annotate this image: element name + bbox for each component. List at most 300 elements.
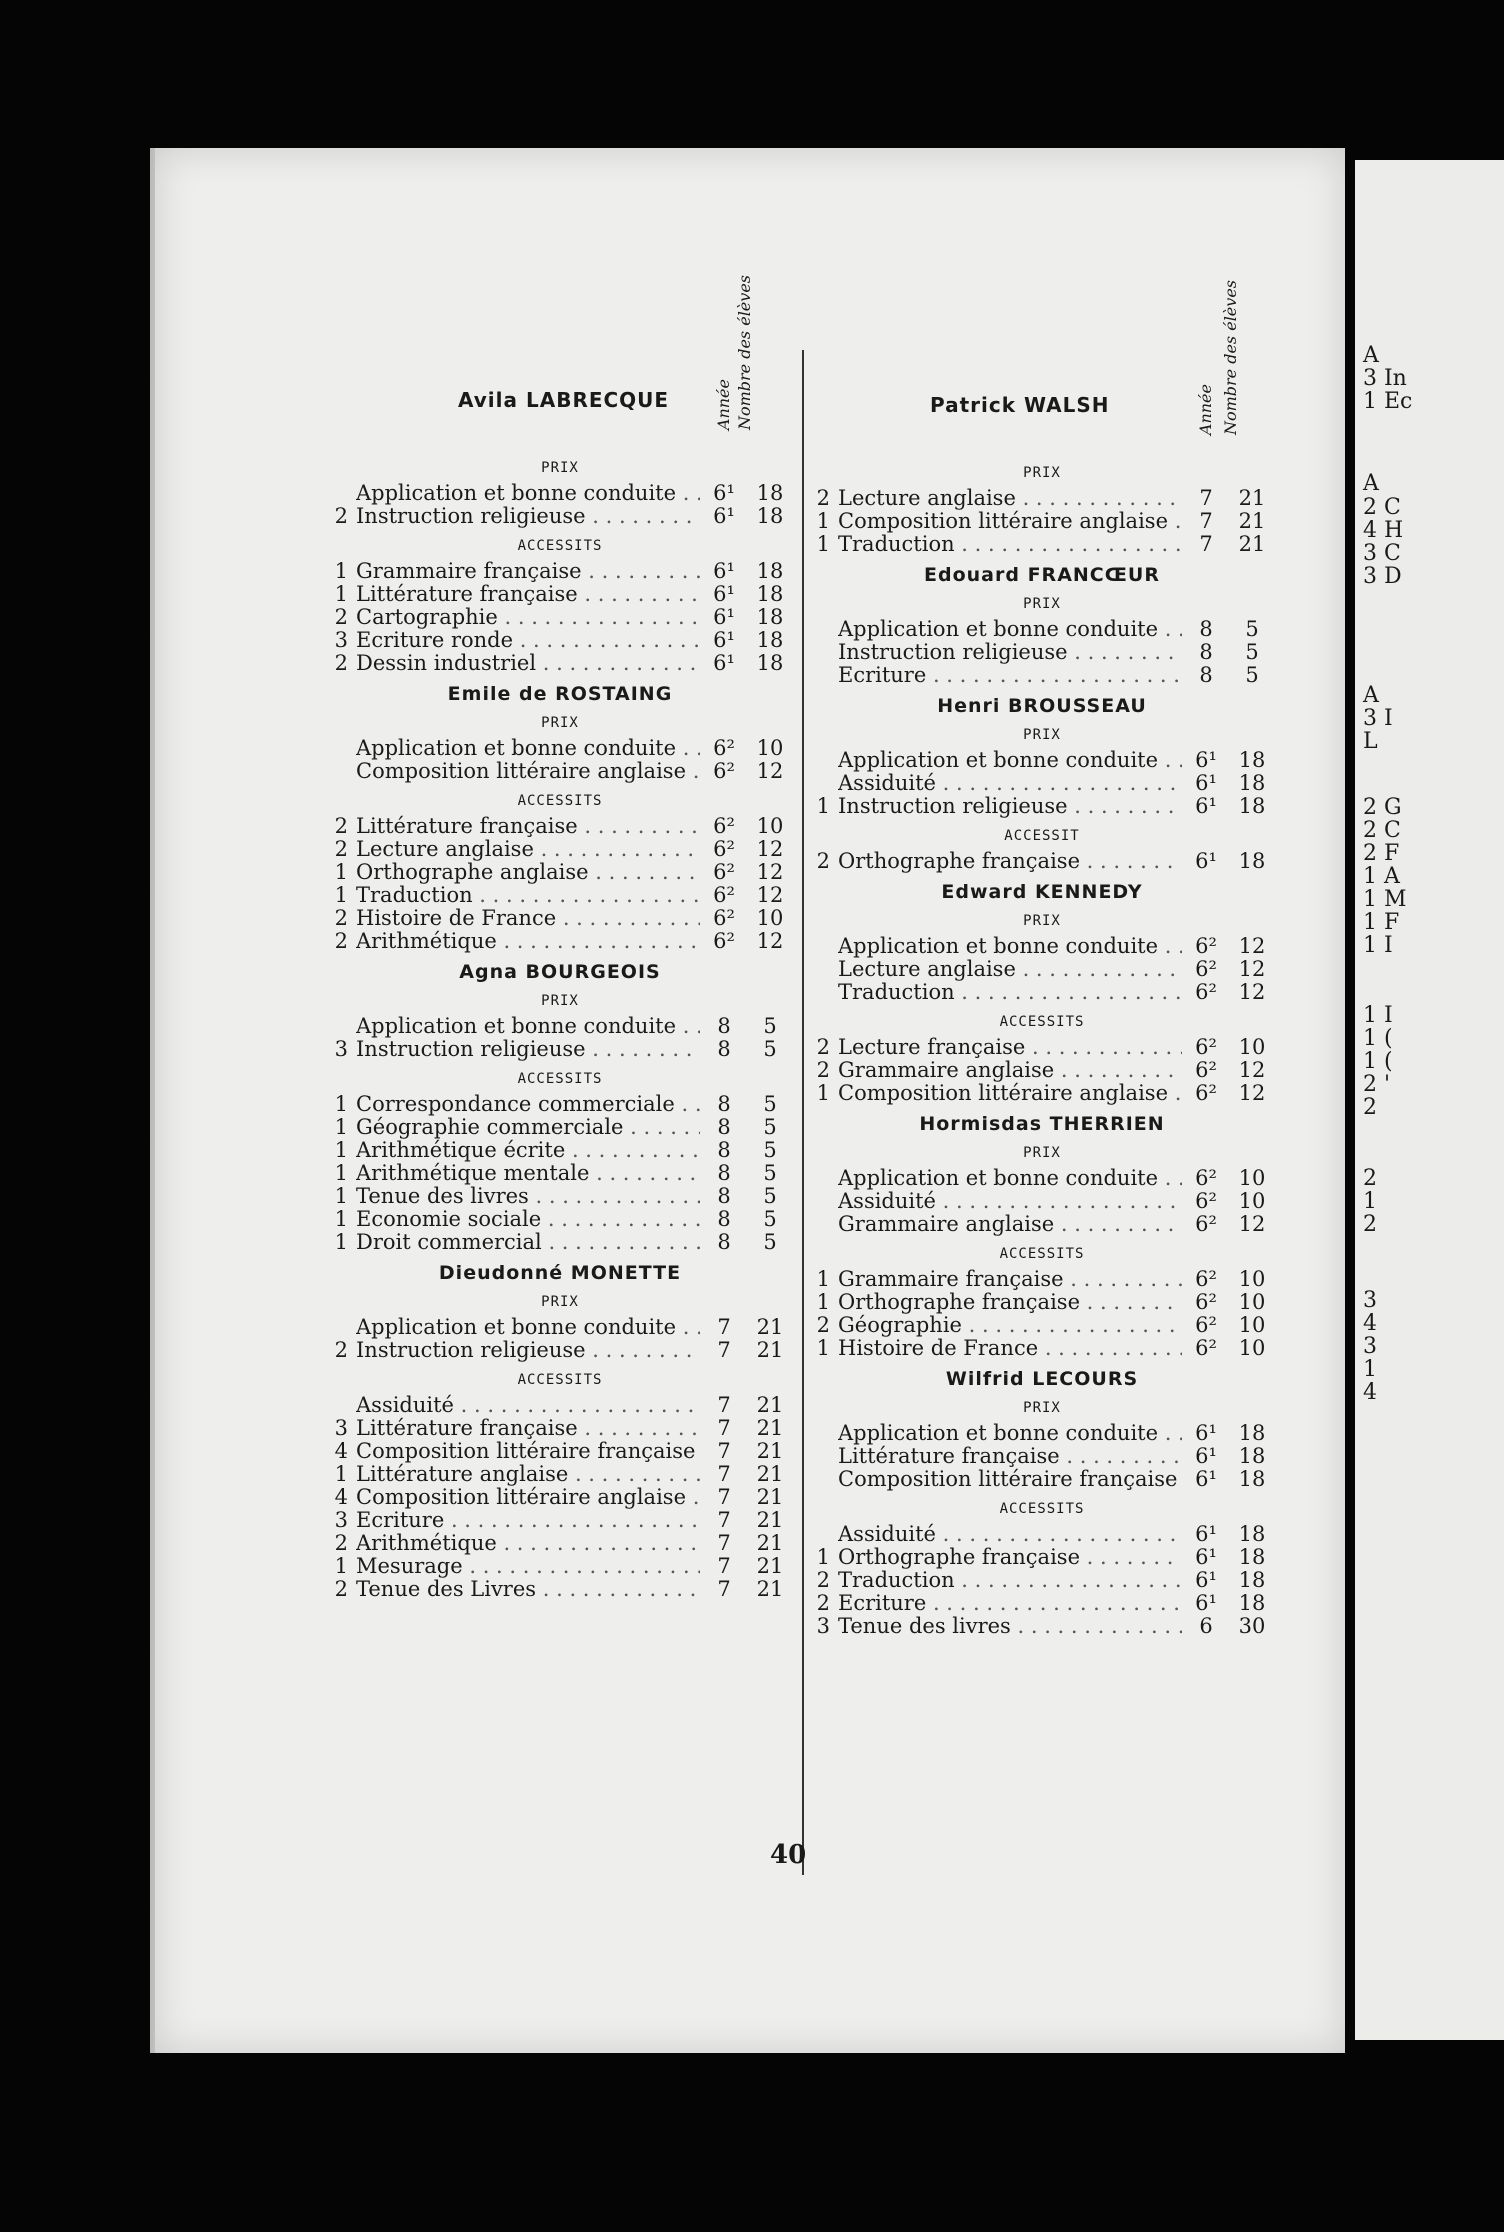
award-row: [812, 1036, 1272, 1059]
student-count: 10: [756, 736, 784, 760]
subject-name: Instruction religieuse . . .: [838, 795, 1182, 818]
year-value: 6¹: [713, 582, 735, 606]
page-number: 40: [770, 1840, 807, 1870]
award-row: [330, 1509, 790, 1532]
count-column-header: Nombre des élèves: [1221, 279, 1240, 435]
page-fragment-text: 4: [1363, 1380, 1377, 1405]
page-fragment-text: L: [1363, 729, 1378, 754]
year-column-header: Année: [1196, 383, 1215, 435]
rank-number: 2: [334, 504, 348, 528]
subject-name: Traduction . . .: [838, 981, 1182, 1004]
student-count: 12: [1238, 1212, 1266, 1236]
subject-name: Cartographie . . .: [356, 606, 700, 629]
year-value: 8: [717, 1138, 731, 1162]
award-row: [812, 1569, 1272, 1592]
award-row: [330, 1185, 790, 1208]
subject-name: Mesurage . . .: [356, 1555, 700, 1578]
year-value: 6²: [1195, 980, 1217, 1004]
award-label: ACCESSIT: [1004, 828, 1080, 844]
year-value: 6²: [1195, 1058, 1217, 1082]
award-row: [330, 606, 790, 629]
student-count: 18: [1238, 1522, 1266, 1546]
award-row: [812, 487, 1272, 510]
award-row: [330, 1532, 790, 1555]
award-row: [330, 1463, 790, 1486]
page-fragment-text: 4 H: [1363, 518, 1404, 543]
award-label: PRIX: [1023, 596, 1061, 612]
student-count: 18: [756, 504, 784, 528]
award-row: [812, 1337, 1272, 1360]
subject-name: Application et bonne conduite . . .: [356, 737, 700, 760]
year-value: 6²: [713, 736, 735, 760]
student-count: 10: [756, 906, 784, 930]
rank-number: 1: [334, 883, 348, 907]
subject-name: Lecture française . . .: [838, 1036, 1182, 1059]
year-value: 6¹: [1195, 1444, 1217, 1468]
student-count: 10: [1238, 1166, 1266, 1190]
subject-name: Ecriture ronde . . .: [356, 629, 700, 652]
subject-name: Instruction religieuse . . .: [356, 505, 700, 528]
award-label: ACCESSITS: [517, 1372, 603, 1388]
subject-name: Economie sociale . . .: [356, 1208, 700, 1231]
year-value: 7: [717, 1338, 731, 1362]
award-row: [330, 560, 790, 583]
year-value: 8: [717, 1207, 731, 1231]
year-value: 6¹: [713, 559, 735, 583]
student-count: 21: [756, 1485, 784, 1509]
rank-number: 1: [334, 1184, 348, 1208]
count-column-header: Nombre des élèves: [735, 274, 754, 430]
subject-name: Tenue des livres . . .: [838, 1615, 1182, 1638]
student-name: Dieudonné MONETTE: [438, 1262, 682, 1284]
subject-name: Composition littéraire française . . .: [838, 1468, 1182, 1491]
award-row: [330, 482, 790, 505]
year-value: 8: [1199, 617, 1213, 641]
rank-number: 1: [816, 532, 830, 556]
year-value: 8: [1199, 663, 1213, 687]
award-label: PRIX: [1023, 913, 1061, 929]
subject-name: Lecture anglaise . . .: [356, 838, 700, 861]
page-fragment-text: A: [1363, 683, 1379, 708]
award-row: [330, 1316, 790, 1339]
award-row: [812, 1268, 1272, 1291]
award-row: [812, 1615, 1272, 1638]
rank-number: 2: [334, 906, 348, 930]
subject-name: Orthographe française . . .: [838, 850, 1182, 873]
year-value: 6¹: [1195, 794, 1217, 818]
student-count: 21: [1238, 486, 1266, 510]
student-count: 21: [756, 1554, 784, 1578]
student-count: 18: [756, 628, 784, 652]
award-row: [812, 1190, 1272, 1213]
rank-number: 2: [334, 1577, 348, 1601]
rank-number: 1: [334, 1138, 348, 1162]
rank-number: 2: [816, 1568, 830, 1592]
subject-name: Arithmétique mentale . . .: [356, 1162, 700, 1185]
award-row: [812, 533, 1272, 556]
award-label: ACCESSITS: [517, 1071, 603, 1087]
rank-number: 2: [816, 486, 830, 510]
student-count: 10: [1238, 1189, 1266, 1213]
student-count: 18: [756, 481, 784, 505]
student-count: 5: [763, 1207, 777, 1231]
rank-number: 1: [816, 1290, 830, 1314]
student-count: 18: [756, 582, 784, 606]
page-fragment-text: 1 I: [1363, 1003, 1393, 1028]
student-count: 18: [1238, 748, 1266, 772]
page-fragment-text: 1: [1363, 1357, 1377, 1382]
award-row: [330, 629, 790, 652]
award-row: [330, 815, 790, 838]
year-value: 6²: [713, 860, 735, 884]
rank-number: 2: [334, 1531, 348, 1555]
year-value: 6²: [713, 814, 735, 838]
subject-name: Lecture anglaise . . .: [838, 958, 1182, 981]
year-value: 6¹: [1195, 771, 1217, 795]
student-name: Wilfrid LECOURS: [945, 1368, 1139, 1390]
student-count: 18: [1238, 1591, 1266, 1615]
page-fragment-text: 1 (: [1363, 1049, 1393, 1074]
award-row: [330, 737, 790, 760]
award-label: ACCESSITS: [517, 793, 603, 809]
award-row: [330, 1139, 790, 1162]
rank-number: 1: [334, 1207, 348, 1231]
rank-number: 1: [816, 1336, 830, 1360]
subject-name: Orthographe française . . .: [838, 1546, 1182, 1569]
page-fragment-text: 2 ': [1363, 1072, 1391, 1097]
rank-number: 2: [334, 651, 348, 675]
year-value: 6²: [1195, 1267, 1217, 1291]
year-value: 7: [717, 1508, 731, 1532]
subject-name: Géographie commerciale . . .: [356, 1116, 700, 1139]
rank-number: 1: [334, 860, 348, 884]
award-row: [812, 1291, 1272, 1314]
award-row: [812, 1523, 1272, 1546]
award-label: PRIX: [541, 993, 579, 1009]
student-count: 18: [756, 559, 784, 583]
year-value: 6¹: [713, 628, 735, 652]
year-value: 6¹: [1195, 1522, 1217, 1546]
student-count: 18: [1238, 794, 1266, 818]
student-count: 21: [756, 1315, 784, 1339]
year-value: 6²: [1195, 1166, 1217, 1190]
award-row: [812, 850, 1272, 873]
student-name: Edouard FRANCŒUR: [924, 564, 1160, 586]
student-count: 18: [1238, 849, 1266, 873]
award-row: [330, 1208, 790, 1231]
student-count: 5: [763, 1161, 777, 1185]
award-label: PRIX: [1023, 727, 1061, 743]
award-row: [812, 935, 1272, 958]
subject-name: Arithmétique . . .: [356, 1532, 700, 1555]
page-fragment-text: 2: [1363, 1212, 1377, 1237]
subject-name: Application et bonne conduite . . .: [838, 618, 1182, 641]
student-count: 18: [1238, 1444, 1266, 1468]
award-label: PRIX: [1023, 1145, 1061, 1161]
year-value: 7: [717, 1577, 731, 1601]
student-count: 10: [1238, 1267, 1266, 1291]
year-value: 6²: [1195, 957, 1217, 981]
year-value: 6²: [1195, 1081, 1217, 1105]
page-fragment-text: 2 G: [1363, 795, 1402, 820]
student-count: 12: [756, 837, 784, 861]
subject-name: Assiduité . . .: [838, 1523, 1182, 1546]
subject-name: Littérature anglaise . . .: [356, 1463, 700, 1486]
student-count: 10: [1238, 1313, 1266, 1337]
rank-number: 4: [334, 1485, 348, 1509]
student-count: 5: [763, 1037, 777, 1061]
subject-name: Tenue des Livres . . .: [356, 1578, 700, 1601]
subject-name: Instruction religieuse . . .: [838, 641, 1182, 664]
award-row: [330, 1486, 790, 1509]
award-row: [812, 1422, 1272, 1445]
award-row: [812, 749, 1272, 772]
rank-number: 3: [334, 1037, 348, 1061]
page-fragment-text: 3: [1363, 1334, 1377, 1359]
year-value: 7: [1199, 532, 1213, 556]
year-value: 6²: [713, 837, 735, 861]
year-value: 6²: [1195, 934, 1217, 958]
subject-name: Géographie . . .: [838, 1314, 1182, 1337]
student-count: 18: [1238, 1568, 1266, 1592]
subject-name: Droit commercial . . .: [356, 1231, 700, 1254]
student-count: 21: [756, 1462, 784, 1486]
subject-name: Lecture anglaise . . .: [838, 487, 1182, 510]
rank-number: 1: [334, 1115, 348, 1139]
year-value: 6²: [1195, 1212, 1217, 1236]
student-count: 12: [1238, 1058, 1266, 1082]
rank-number: 2: [334, 814, 348, 838]
subject-name: Correspondance commerciale . . .: [356, 1093, 700, 1116]
student-name: Patrick WALSH: [930, 393, 1110, 417]
award-label: PRIX: [1023, 1400, 1061, 1416]
page-fragment-text: 3 In: [1363, 366, 1407, 391]
subject-name: Tenue des livres . . .: [356, 1185, 700, 1208]
rank-number: 2: [334, 1338, 348, 1362]
rank-number: 2: [816, 1058, 830, 1082]
award-row: [812, 1059, 1272, 1082]
subject-name: Arithmétique écrite . . .: [356, 1139, 700, 1162]
year-value: 7: [717, 1485, 731, 1509]
award-row: [812, 1546, 1272, 1569]
award-label: ACCESSITS: [999, 1501, 1085, 1517]
subject-name: Grammaire française . . .: [838, 1268, 1182, 1291]
student-count: 21: [756, 1416, 784, 1440]
year-value: 6²: [1195, 1336, 1217, 1360]
student-name: Henri BROUSSEAU: [937, 695, 1147, 717]
student-count: 5: [1245, 617, 1259, 641]
award-row: [330, 1116, 790, 1139]
subject-name: Grammaire anglaise . . .: [838, 1059, 1182, 1082]
student-count: 18: [1238, 1467, 1266, 1491]
year-value: 6¹: [1195, 1591, 1217, 1615]
year-value: 6¹: [713, 605, 735, 629]
year-value: 7: [717, 1462, 731, 1486]
student-name: Agna BOURGEOIS: [459, 961, 661, 983]
award-row: [330, 1038, 790, 1061]
subject-name: Application et bonne conduite . . .: [356, 1316, 700, 1339]
student-count: 12: [1238, 957, 1266, 981]
rank-number: 1: [816, 1081, 830, 1105]
subject-name: Assiduité . . .: [838, 772, 1182, 795]
subject-name: Application et bonne conduite . . .: [838, 935, 1182, 958]
page-fragment-text: 1 Ec: [1363, 389, 1413, 414]
award-label: ACCESSITS: [999, 1014, 1085, 1030]
student-count: 5: [763, 1092, 777, 1116]
year-value: 6¹: [1195, 748, 1217, 772]
page-fragment-text: 2 C: [1363, 495, 1401, 520]
page-fragment-text: 1 M: [1363, 887, 1407, 912]
student-count: 18: [756, 605, 784, 629]
page-fragment-text: 3 D: [1363, 564, 1402, 589]
student-count: 21: [756, 1338, 784, 1362]
year-value: 8: [717, 1230, 731, 1254]
award-label: PRIX: [541, 1294, 579, 1310]
subject-name: Application et bonne conduite . . .: [838, 1422, 1182, 1445]
award-label: PRIX: [541, 715, 579, 731]
subject-name: Assiduité . . .: [838, 1190, 1182, 1213]
student-count: 10: [1238, 1035, 1266, 1059]
year-value: 7: [1199, 509, 1213, 533]
rank-number: 2: [816, 1035, 830, 1059]
year-value: 8: [717, 1184, 731, 1208]
rank-number: 4: [334, 1439, 348, 1463]
page-fragment-text: 2: [1363, 1095, 1377, 1120]
year-value: 6: [1199, 1614, 1213, 1638]
subject-name: Littérature française . . .: [356, 815, 700, 838]
year-value: 6²: [713, 906, 735, 930]
subject-name: Orthographe française . . .: [838, 1291, 1182, 1314]
subject-name: Grammaire française . . .: [356, 560, 700, 583]
student-count: 5: [763, 1014, 777, 1038]
award-row: [330, 1578, 790, 1601]
award-row: [812, 641, 1272, 664]
student-count: 21: [756, 1531, 784, 1555]
adjacent-page-fragment: [1355, 160, 1504, 2040]
student-count: 30: [1238, 1614, 1266, 1638]
year-value: 6²: [713, 759, 735, 783]
student-count: 18: [756, 651, 784, 675]
award-row: [330, 930, 790, 953]
page-fragment-text: 3: [1363, 1288, 1377, 1313]
year-value: 6²: [1195, 1189, 1217, 1213]
year-value: 6¹: [1195, 1545, 1217, 1569]
year-value: 8: [717, 1037, 731, 1061]
student-count: 21: [1238, 532, 1266, 556]
award-row: [812, 510, 1272, 533]
rank-number: 1: [334, 1462, 348, 1486]
subject-name: Traduction . . .: [356, 884, 700, 907]
award-row: [330, 1093, 790, 1116]
year-value: 6¹: [1195, 1568, 1217, 1592]
student-count: 21: [756, 1393, 784, 1417]
subject-name: Application et bonne conduite . . .: [838, 749, 1182, 772]
student-count: 12: [1238, 934, 1266, 958]
subject-name: Assiduité . . .: [356, 1394, 700, 1417]
year-value: 6²: [1195, 1313, 1217, 1337]
year-value: 7: [717, 1439, 731, 1463]
award-row: [330, 1231, 790, 1254]
award-label: PRIX: [541, 460, 579, 476]
rank-number: 1: [816, 509, 830, 533]
student-count: 5: [1245, 640, 1259, 664]
rank-number: 2: [334, 929, 348, 953]
left-column: [330, 450, 790, 1601]
right-column: [812, 455, 1272, 1638]
year-value: 8: [1199, 640, 1213, 664]
award-row: [330, 884, 790, 907]
subject-name: Ecriture . . .: [838, 1592, 1182, 1615]
award-row: [812, 1592, 1272, 1615]
award-row: [812, 1082, 1272, 1105]
subject-name: Application et bonne conduite . . .: [356, 1015, 700, 1038]
rank-number: 1: [816, 1267, 830, 1291]
page-fragment-text: 2: [1363, 1166, 1377, 1191]
award-row: [812, 772, 1272, 795]
student-count: 12: [1238, 980, 1266, 1004]
year-value: 6¹: [713, 481, 735, 505]
page-fragment-text: 2 C: [1363, 818, 1401, 843]
rank-number: 2: [334, 605, 348, 629]
award-row: [330, 1339, 790, 1362]
student-count: 5: [1245, 663, 1259, 687]
year-value: 6¹: [713, 651, 735, 675]
page-fragment-text: 2 F: [1363, 841, 1400, 866]
year-value: 6¹: [1195, 1421, 1217, 1445]
award-row: [330, 907, 790, 930]
rank-number: 3: [334, 1508, 348, 1532]
award-row: [330, 505, 790, 528]
year-value: 7: [717, 1554, 731, 1578]
student-count: 12: [756, 883, 784, 907]
year-value: 8: [717, 1161, 731, 1185]
student-name: Edward KENNEDY: [941, 881, 1143, 903]
award-row: [330, 1015, 790, 1038]
award-row: [812, 664, 1272, 687]
award-row: [330, 1394, 790, 1417]
right-column-header: [812, 279, 1272, 445]
award-row: [330, 583, 790, 606]
rank-number: 1: [816, 794, 830, 818]
student-count: 5: [763, 1115, 777, 1139]
student-name: Avila LABRECQUE: [458, 388, 670, 412]
award-row: [330, 1555, 790, 1578]
page-fragment-text: A: [1363, 343, 1379, 368]
year-value: 6¹: [1195, 1467, 1217, 1491]
award-row: [330, 1417, 790, 1440]
page-fragment-text: 1 F: [1363, 910, 1400, 935]
page-fragment-text: A: [1363, 471, 1379, 496]
rank-number: 2: [816, 849, 830, 873]
rank-number: 3: [334, 628, 348, 652]
subject-name: Composition littéraire française . . .: [356, 1440, 700, 1463]
rank-number: 1: [334, 1092, 348, 1116]
student-count: 5: [763, 1184, 777, 1208]
page-fragment-text: 3 I: [1363, 706, 1393, 731]
rank-number: 3: [334, 1416, 348, 1440]
student-count: 12: [756, 929, 784, 953]
subject-name: Littérature française . . .: [356, 583, 700, 606]
page-fragment-text: 4: [1363, 1311, 1377, 1336]
year-value: 8: [717, 1115, 731, 1139]
student-count: 21: [756, 1439, 784, 1463]
subject-name: Application et bonne conduite . . .: [356, 482, 700, 505]
award-label: ACCESSITS: [999, 1246, 1085, 1262]
year-value: 6²: [1195, 1035, 1217, 1059]
student-count: 5: [763, 1138, 777, 1162]
year-value: 6²: [713, 883, 735, 907]
subject-name: Dessin industriel . . .: [356, 652, 700, 675]
